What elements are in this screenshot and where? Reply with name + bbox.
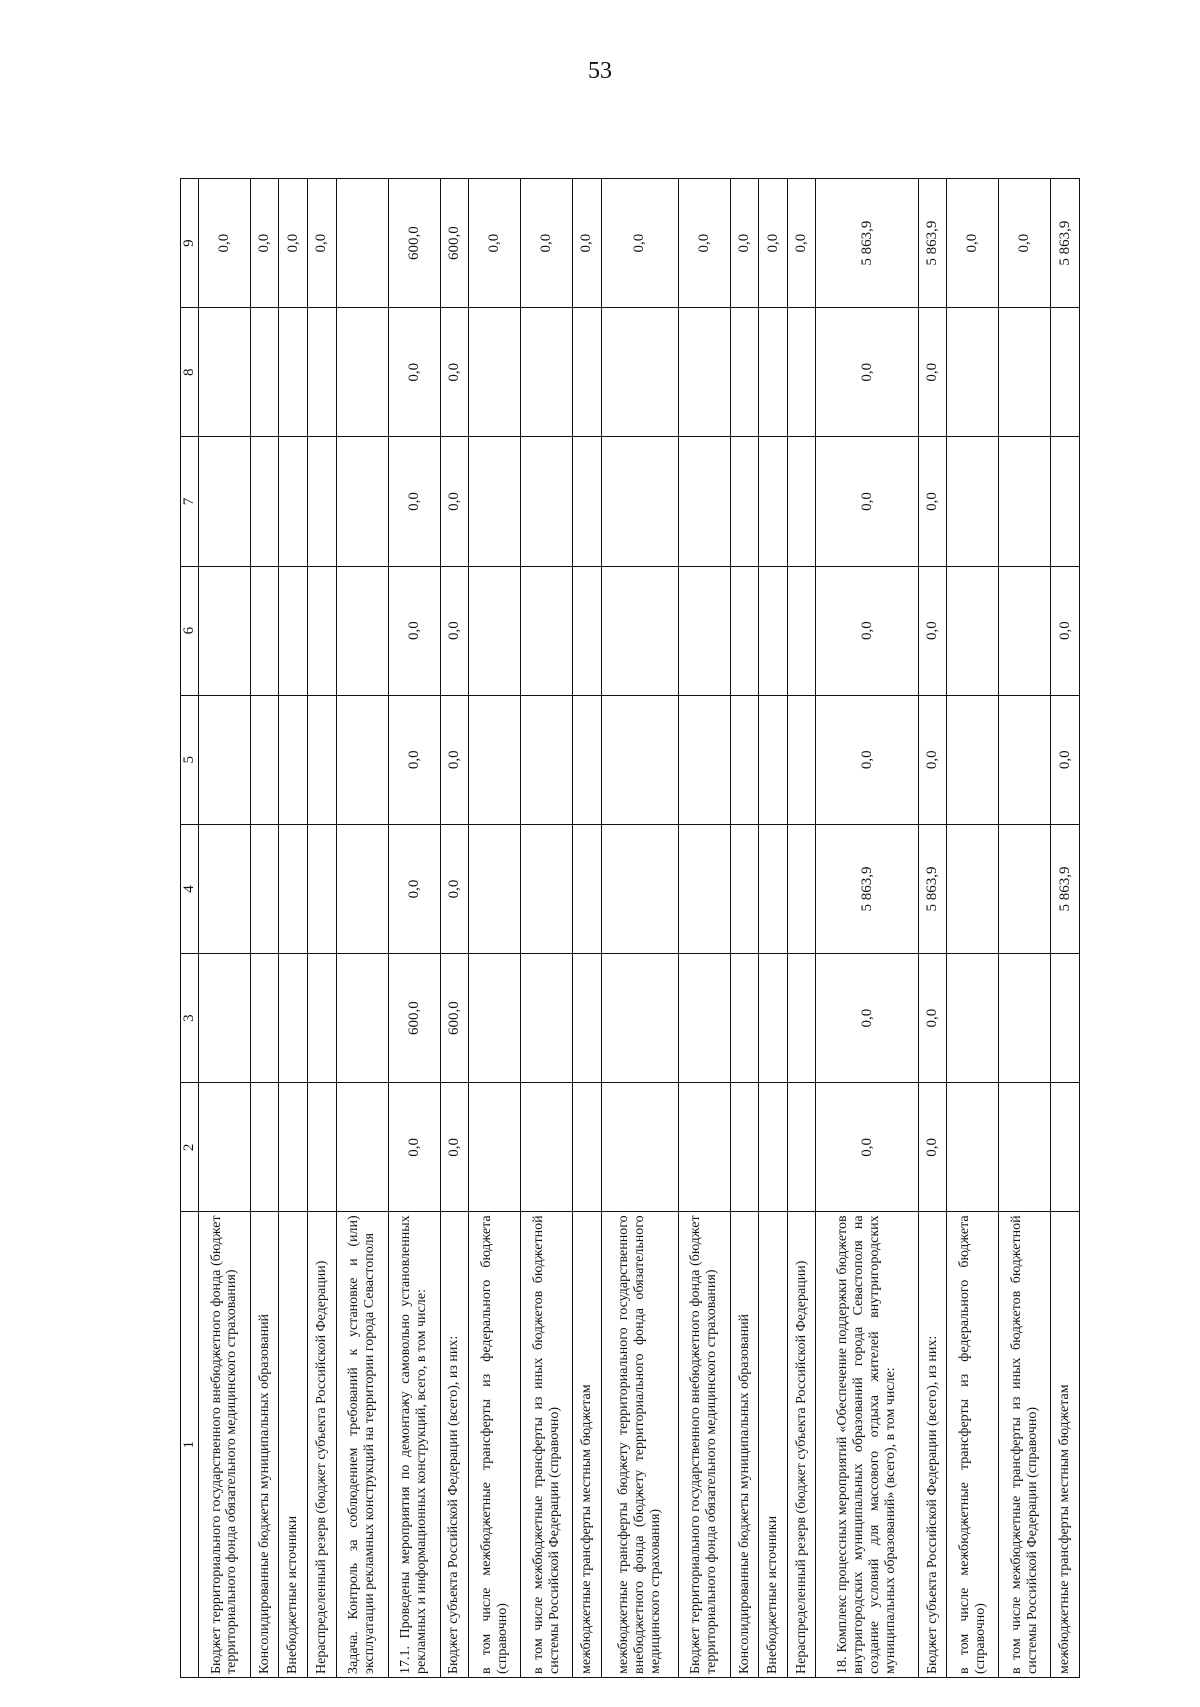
value-cell [787,566,816,695]
value-cell: 0,0 [279,179,308,308]
value-cell [759,566,788,695]
value-cell: 0,0 [918,308,947,437]
value-cell [730,566,759,695]
row-label-cell: Бюджет субъекта Российской Федерации (всего), из них: [440,1212,469,1678]
value-cell [759,308,788,437]
value-cell [250,566,279,695]
row-label-cell: Бюджет территориального государственного внебюджетного фонда (бюджет территориального фонда обязательного медицинского страхования) [198,1212,250,1678]
value-cell: 0,0 [816,695,918,824]
value-cell [573,308,602,437]
column-header: 6 [181,566,199,695]
value-cell [279,566,308,695]
value-cell: 0,0 [918,1083,947,1212]
value-cell [730,308,759,437]
value-cell: 5 863,9 [816,824,918,953]
value-cell: 0,0 [440,437,469,566]
value-cell: 0,0 [573,179,602,308]
row-label-cell: межбюджетные трансферты бюджету территориального государственного внебюджетного фонда (бюджету территориального фонда обязательного медицинского страхования) [601,1212,678,1678]
value-cell [947,437,999,566]
value-cell: 0,0 [1051,695,1080,824]
value-cell [999,308,1051,437]
value-cell: 0,0 [816,1083,918,1212]
value-cell [573,954,602,1083]
column-header: 4 [181,824,199,953]
value-cell [947,695,999,824]
table-row [250,179,279,1678]
value-cell: 0,0 [947,179,999,308]
value-cell: 5 863,9 [918,824,947,953]
value-cell [250,308,279,437]
value-cell [787,1083,816,1212]
value-cell: 0,0 [999,179,1051,308]
table-row [678,179,730,1678]
value-cell [521,695,573,824]
value-cell [521,954,573,1083]
value-cell [279,437,308,566]
value-cell [759,695,788,824]
value-cell: 0,0 [198,179,250,308]
row-label-cell: Внебюджетные источники [759,1212,788,1678]
row-label-cell: 17.1. Проведены мероприятия по демонтажу самовольно установленных рекламных и информационных конструкций, всего, в том числе: [388,1212,440,1678]
value-cell [787,437,816,566]
value-cell [678,695,730,824]
value-cell [279,308,308,437]
value-cell [198,1083,250,1212]
value-cell [787,824,816,953]
value-cell [759,1083,788,1212]
value-cell [336,566,388,695]
table-row [388,179,440,1678]
row-label-cell: Бюджет территориального государственного внебюджетного фонда (бюджет территориального фонда обязательного медицинского страхования) [678,1212,730,1678]
value-cell [947,566,999,695]
row-label-cell: Внебюджетные источники [279,1212,308,1678]
value-cell [336,437,388,566]
value-cell: 600,0 [388,954,440,1083]
value-cell [730,437,759,566]
value-cell [678,308,730,437]
value-cell [999,566,1051,695]
value-cell [601,566,678,695]
value-cell: 0,0 [601,179,678,308]
column-header: 3 [181,954,199,1083]
row-label-cell: межбюджетные трансферты местным бюджетам [573,1212,602,1678]
value-cell: 5 863,9 [1051,824,1080,953]
value-cell [999,954,1051,1083]
value-cell [198,308,250,437]
value-cell [730,695,759,824]
value-cell: 0,0 [388,437,440,566]
value-cell [279,954,308,1083]
value-cell: 600,0 [388,179,440,308]
value-cell: 0,0 [678,179,730,308]
page-number: 53 [588,58,612,84]
value-cell [336,824,388,953]
value-cell [573,695,602,824]
value-cell [521,566,573,695]
row-label-cell: Нераспределенный резерв (бюджет субъекта Российской Федерации) [308,1212,337,1678]
column-header: 1 [181,1212,199,1678]
row-label-cell: 18. Комплекс процессных мероприятий «Обеспечение поддержки бюджетов внутригородских муниципальных образований города Севастополя на создание условий для массового отдыха жителей внутригородских муниципальных образований» (всего), в том числе: [816,1212,918,1678]
value-cell: 0,0 [918,695,947,824]
value-cell [759,954,788,1083]
value-cell [198,566,250,695]
table-row [469,179,521,1678]
value-cell [308,1083,337,1212]
value-cell: 600,0 [440,954,469,1083]
value-cell [601,695,678,824]
value-cell [573,437,602,566]
table-row [573,179,602,1678]
value-cell [601,308,678,437]
value-cell [601,1083,678,1212]
table-row [730,179,759,1678]
value-cell [250,824,279,953]
row-label-cell: в том числе межбюджетные трансферты из федерального бюджета (справочно) [469,1212,521,1678]
value-cell [279,1083,308,1212]
value-cell: 0,0 [388,1083,440,1212]
value-cell: 0,0 [440,824,469,953]
value-cell: 0,0 [918,566,947,695]
value-cell [999,437,1051,566]
value-cell [198,824,250,953]
value-cell [1051,308,1080,437]
row-label-cell: в том числе межбюджетные трансферты из иных бюджетов бюджетной системы Российской Федерации (справочно) [521,1212,573,1678]
value-cell: 0,0 [816,954,918,1083]
row-label-cell: в том числе межбюджетные трансферты из федерального бюджета (справочно) [947,1212,999,1678]
row-label-cell: Бюджет субъекта Российской Федерации (всего), из них: [918,1212,947,1678]
value-cell [999,824,1051,953]
value-cell [947,824,999,953]
value-cell: 0,0 [388,566,440,695]
value-cell: 0,0 [388,695,440,824]
value-cell: 5 863,9 [1051,179,1080,308]
value-cell [601,824,678,953]
value-cell: 0,0 [308,179,337,308]
value-cell [573,1083,602,1212]
value-cell [759,824,788,953]
budget-table [180,178,1080,1678]
value-cell [999,1083,1051,1212]
value-cell [308,566,337,695]
value-cell: 0,0 [759,179,788,308]
value-cell: 5 863,9 [918,179,947,308]
table-row [787,179,816,1678]
value-cell [730,1083,759,1212]
value-cell [198,437,250,566]
value-cell [521,308,573,437]
value-cell [787,695,816,824]
value-cell: 0,0 [440,308,469,437]
value-cell [469,954,521,1083]
value-cell: 0,0 [787,179,816,308]
table-row [947,179,999,1678]
value-cell [279,824,308,953]
value-cell: 0,0 [730,179,759,308]
table-row [308,179,337,1678]
value-cell: 0,0 [816,566,918,695]
value-cell [678,824,730,953]
column-header: 9 [181,179,199,308]
value-cell [1051,954,1080,1083]
column-header: 5 [181,695,199,824]
value-cell [678,566,730,695]
value-cell [678,954,730,1083]
value-cell [678,1083,730,1212]
row-label-cell: Консолидированные бюджеты муниципальных образований [250,1212,279,1678]
row-label-cell: межбюджетные трансферты местным бюджетам [1051,1212,1080,1678]
table-row [521,179,573,1678]
value-cell: 0,0 [816,437,918,566]
table-row [279,179,308,1678]
table-row [816,179,918,1678]
value-cell: 0,0 [521,179,573,308]
table-body [198,179,1079,1678]
table-row [601,179,678,1678]
table-row [336,179,388,1678]
table-row [918,179,947,1678]
value-cell [469,1083,521,1212]
value-cell [250,954,279,1083]
value-cell: 5 863,9 [816,179,918,308]
value-cell [469,695,521,824]
value-cell: 0,0 [440,1083,469,1212]
value-cell [947,308,999,437]
value-cell: 0,0 [1051,566,1080,695]
value-cell [521,1083,573,1212]
value-cell [336,1083,388,1212]
value-cell [308,824,337,953]
table-row [1051,179,1080,1678]
value-cell: 0,0 [918,437,947,566]
column-header: 7 [181,437,199,566]
value-cell: 0,0 [469,179,521,308]
value-cell: 0,0 [816,308,918,437]
value-cell [678,437,730,566]
table-header-row [181,179,199,1678]
table-row [759,179,788,1678]
value-cell [308,954,337,1083]
row-label-cell: в том числе межбюджетные трансферты из иных бюджетов бюджетной системы Российской Федерации (справочно) [999,1212,1051,1678]
value-cell [336,179,388,308]
value-cell [787,308,816,437]
row-label-cell: Задача. Контроль за соблюдением требований к установке и (или) эксплуатации рекламных конструкций на территории города Севастополя [336,1212,388,1678]
value-cell [521,824,573,953]
value-cell [336,954,388,1083]
value-cell: 0,0 [250,179,279,308]
value-cell [730,824,759,953]
value-cell: 0,0 [918,954,947,1083]
value-cell [469,566,521,695]
table-row [198,179,250,1678]
value-cell [336,695,388,824]
value-cell [947,954,999,1083]
value-cell [308,308,337,437]
value-cell [601,437,678,566]
row-label-cell: Консолидированные бюджеты муниципальных образований [730,1212,759,1678]
value-cell [573,824,602,953]
column-header: 2 [181,1083,199,1212]
value-cell [787,954,816,1083]
value-cell [759,437,788,566]
value-cell [999,695,1051,824]
value-cell [601,954,678,1083]
value-cell [1051,437,1080,566]
value-cell [573,566,602,695]
table-row [440,179,469,1678]
value-cell: 0,0 [388,308,440,437]
value-cell [279,695,308,824]
column-header: 8 [181,308,199,437]
value-cell: 0,0 [440,695,469,824]
value-cell [308,695,337,824]
value-cell [469,824,521,953]
value-cell [947,1083,999,1212]
value-cell [250,695,279,824]
value-cell [308,437,337,566]
rotated-table-wrapper [180,178,1080,1678]
value-cell [1051,1083,1080,1212]
value-cell [469,437,521,566]
value-cell: 600,0 [440,179,469,308]
value-cell: 0,0 [440,566,469,695]
value-cell [336,308,388,437]
table-row [999,179,1051,1678]
value-cell [250,437,279,566]
value-cell: 0,0 [388,824,440,953]
value-cell [198,954,250,1083]
value-cell [730,954,759,1083]
value-cell [521,437,573,566]
row-label-cell: Нераспределенный резерв (бюджет субъекта Российской Федерации) [787,1212,816,1678]
value-cell [198,695,250,824]
value-cell [250,1083,279,1212]
value-cell [469,308,521,437]
